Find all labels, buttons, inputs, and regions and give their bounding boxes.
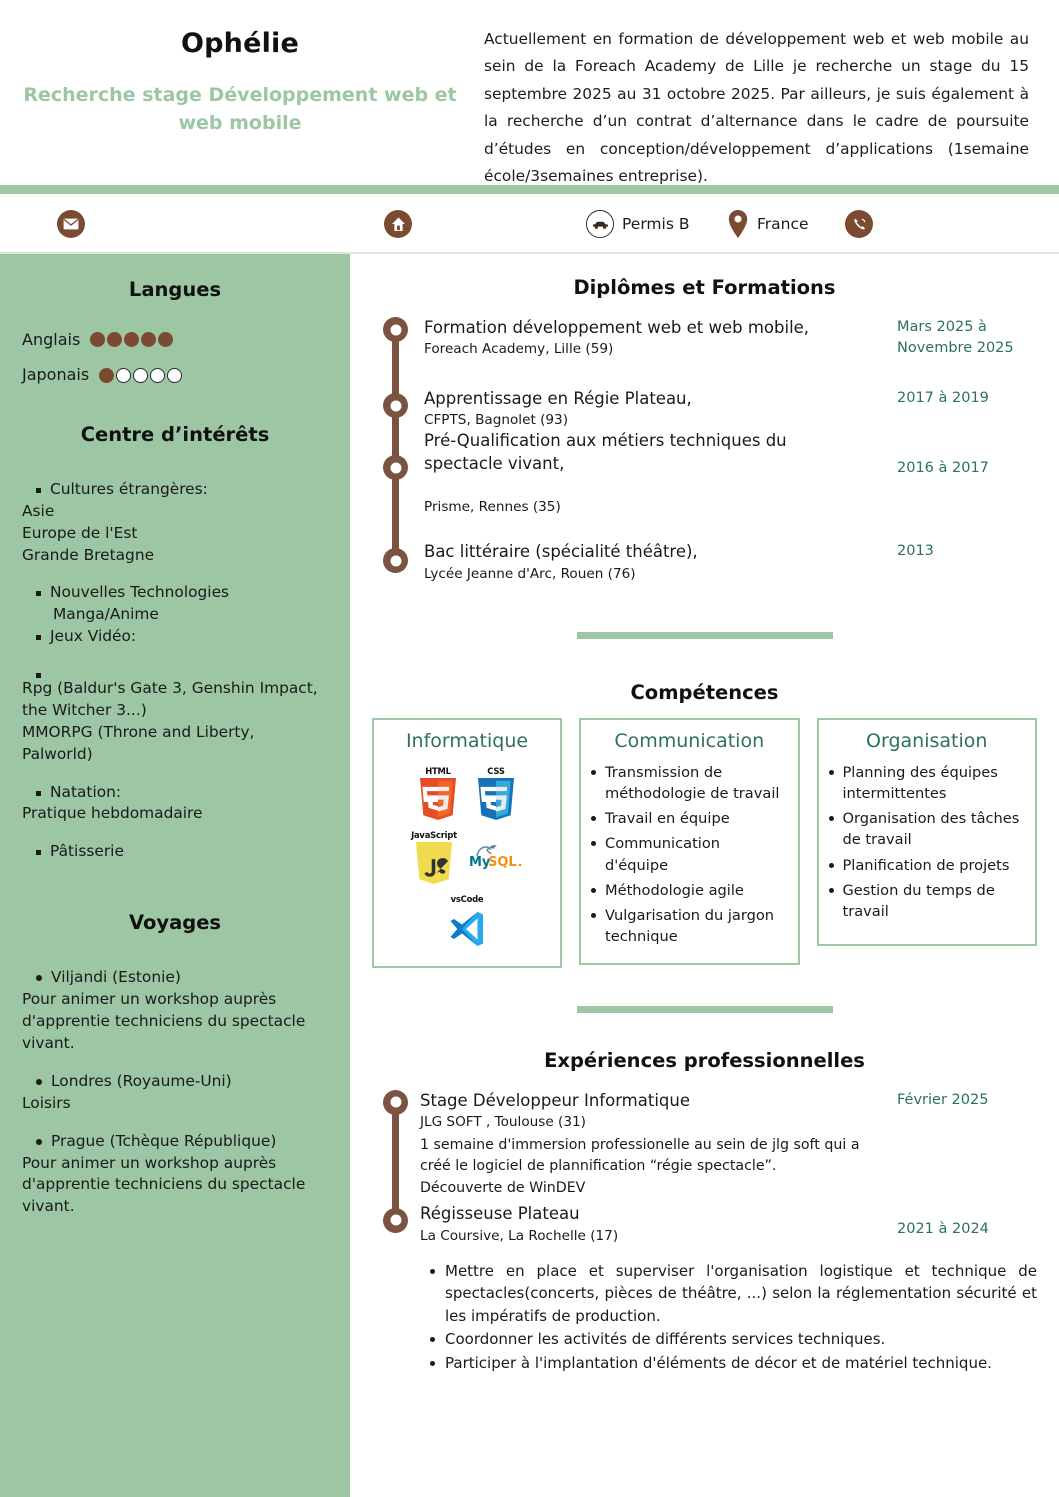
education-entry: [424, 317, 1037, 360]
travel-detail: Loisirs: [22, 1093, 71, 1112]
education-timeline: [372, 317, 1037, 584]
list-item: [430, 1260, 1037, 1328]
timeline-rail: [392, 329, 399, 573]
driving-licence-label: Permis B: [622, 215, 690, 233]
experience-date: Février 2025: [897, 1091, 989, 1108]
list-item: [22, 664, 328, 678]
car-icon: [586, 210, 614, 238]
list-item: [430, 1328, 1037, 1351]
experience-bullets: [430, 1260, 1037, 1375]
education-date: 2017 à 2019: [897, 389, 989, 406]
experience-bullet: Participer à l'implantation d'éléments de décor et de matériel technique.: [445, 1353, 992, 1372]
interest-detail: Rpg (Baldur's Gate 3, Genshin Impact, the Witcher 3...): [22, 679, 318, 719]
css3-logo: [471, 766, 521, 824]
contact-location: [727, 209, 809, 239]
education-title: Apprentissage en Régie Plateau,: [424, 388, 692, 408]
experience-date: 2021 à 2024: [897, 1221, 989, 1238]
list-item: [829, 880, 1026, 922]
competence-card-communication: [579, 718, 800, 965]
identity-block: [14, 14, 466, 185]
timeline-node: [383, 1208, 408, 1233]
competence-item: Communication d'équipe: [605, 835, 721, 874]
list-item: [591, 905, 788, 947]
list-item: [591, 808, 788, 829]
experience-title: Régisseuse Plateau: [420, 1204, 580, 1224]
competence-card-organisation: [817, 718, 1038, 946]
education-title: Formation développement web et web mobile,: [424, 318, 810, 337]
travel-item: [22, 1131, 328, 1219]
timeline-node: [383, 548, 408, 573]
sidebar: [0, 254, 350, 1497]
experience-title: Stage Développeur Informatique: [420, 1090, 691, 1110]
education-title: Pré-Qualification aux métiers techniques du spectacle vivant,: [424, 431, 787, 473]
competence-card-title: Informatique: [405, 729, 529, 752]
location-pin-icon: [727, 209, 749, 239]
html5-logo: [413, 766, 463, 824]
list-item: [22, 604, 328, 626]
education-entry: [424, 541, 1037, 584]
competence-item: Méthodologie agile: [605, 881, 744, 899]
list-item: [591, 762, 788, 804]
list-item: [22, 841, 328, 863]
competence-item: Gestion du temps de travail: [842, 881, 995, 920]
language-row: [22, 363, 328, 386]
timeline-rail: [392, 1102, 399, 1220]
css3-logo-caption: CSS: [487, 765, 505, 776]
contact-email[interactable]: [57, 210, 85, 238]
timeline-node: [383, 317, 408, 342]
vscode-logo-caption: vsCode: [450, 893, 484, 904]
education-date: 2013: [897, 543, 934, 560]
main-column: [350, 254, 1059, 1497]
section-divider: [577, 632, 833, 639]
interests-section: [22, 421, 328, 864]
list-item: [22, 1071, 328, 1093]
language-level-dots: [99, 368, 182, 383]
phone-icon: [845, 210, 873, 238]
education-institution: Prisme, Rennes (35): [424, 498, 561, 515]
html5-logo-caption: HTML: [425, 765, 451, 776]
competence-card-title: Communication: [614, 729, 765, 752]
experience-timeline: [372, 1090, 1037, 1246]
list-item: [591, 880, 788, 901]
list-item: [22, 967, 328, 989]
sidebar-section-title-interets: Centre d’intérêts: [80, 422, 270, 446]
section-divider: [577, 1006, 833, 1013]
education-institution: CFPTS, Bagnolet (93): [424, 411, 568, 428]
sidebar-section-title-langues: Langues: [128, 278, 222, 301]
travel-place: Prague (Tchèque République): [51, 1131, 277, 1150]
cv-body: [0, 254, 1059, 1497]
interest-detail: Pratique hebdomadaire: [22, 804, 203, 823]
interest-group: [22, 582, 328, 648]
interest-label: Jeux Vidéo:: [50, 627, 137, 646]
competences-cards: [372, 718, 1037, 968]
interest-detail: Europe de l'Est: [22, 523, 138, 542]
travel-item: [22, 1071, 328, 1115]
list-item: [829, 855, 1026, 876]
list-item: [22, 782, 328, 804]
competence-card-title: Organisation: [866, 729, 988, 752]
experience-entry: [420, 1203, 1037, 1246]
competence-list: [591, 762, 788, 947]
competence-item: Vulgarisation du jargon technique: [605, 906, 775, 945]
education-entry: [424, 430, 1037, 517]
language-level-dots: [90, 332, 173, 347]
travel-place: Londres (Royaume-Uni): [51, 1071, 232, 1090]
interest-group: [22, 664, 328, 766]
interest-group: [22, 479, 328, 567]
interest-label: Nouvelles Technologies: [50, 583, 230, 602]
travel-detail: Pour animer un workshop auprès d'apprentie techniciens du spectacle vivant.: [22, 990, 306, 1053]
contact-phone[interactable]: [845, 210, 873, 238]
education-date: 2016 à 2017: [897, 460, 989, 477]
education-entry: [424, 388, 1037, 431]
education-entries: [424, 317, 1037, 584]
interest-label: Pâtisserie: [50, 842, 124, 861]
list-item: [22, 479, 328, 501]
interest-label: Cultures étrangères:: [50, 479, 208, 498]
interest-group: [22, 841, 328, 863]
svg-text:SQL: SQL: [488, 854, 517, 870]
timeline-node: [383, 393, 408, 418]
timeline-node: [383, 455, 408, 480]
competence-list: [829, 762, 1026, 922]
svg-text:My: My: [469, 854, 491, 870]
experience-description: 1 semaine d'immersion professionelle au sein de jlg soft qui a créé le logiciel de plannification “régie spectacle”. Découverte de WinDEV: [420, 1136, 860, 1196]
competence-item: Planification de projets: [842, 856, 1010, 874]
education-title: Bac littéraire (spécialité théâtre),: [424, 542, 698, 562]
candidate-name: Ophélie: [180, 28, 300, 59]
vscode-logo: [442, 894, 492, 952]
list-item: [591, 833, 788, 875]
interest-label: Manga/Anime: [53, 605, 159, 624]
experience-company: La Coursive, La Rochelle (17): [420, 1227, 619, 1244]
education-institution: Lycée Jeanne d'Arc, Rouen (76): [424, 565, 636, 582]
location-label: France: [757, 215, 809, 233]
competence-item: Travail en équipe: [605, 810, 730, 828]
list-item: [829, 762, 1026, 804]
timeline-node: [383, 1090, 408, 1115]
mysql-logo: [467, 830, 525, 888]
language-name: Japonais: [22, 365, 90, 385]
contact-driving-licence: [586, 210, 689, 238]
list-item: [22, 626, 328, 648]
contact-home[interactable]: [384, 210, 412, 238]
list-item: [22, 582, 328, 604]
experience-company: JLG SOFT , Toulouse (31): [420, 1114, 586, 1131]
tech-logo-grid: [384, 762, 550, 954]
section-title-experience: Expériences professionnelles: [544, 1048, 865, 1072]
home-icon: [384, 210, 412, 238]
experience-bullet: Coordonner les activités de différents services techniques.: [445, 1330, 886, 1349]
competence-item: Organisation des tâches de travail: [842, 810, 1020, 849]
experience-entry: [420, 1090, 1037, 1199]
competence-card-informatique: [372, 718, 562, 968]
profile-summary: Actuellement en formation de développement web et web mobile au sein de la Foreach Academy de Lille je recherche un stage du 15 septembre 2025 au 31 octobre 2025. Par ailleurs, je suis également à la recherche d’un contrat d’alternance dans le cadre de poursuite d’études en conception/développement d’applications (1semaine école/3semaines entreprise).: [484, 30, 1029, 186]
interest-detail: MMORPG (Throne and Liberty, Palworld): [22, 722, 255, 763]
language-row: [22, 328, 328, 351]
candidate-tagline: Recherche stage Développement web et web mobile: [23, 84, 457, 134]
competence-item: Transmission de méthodologie de travail: [605, 763, 780, 803]
interest-group: [22, 782, 328, 826]
language-name: Anglais: [22, 330, 81, 350]
contact-bar: [0, 194, 1059, 254]
travel-detail: Pour animer un workshop auprès d'apprentie techniciens du spectacle vivant.: [22, 1153, 306, 1216]
education-institution: Foreach Academy, Lille (59): [424, 341, 614, 358]
javascript-logo: [409, 830, 459, 888]
experience-bullet: Mettre en place et superviser l'organisation logistique et technique de spectacles(concerts, pièces de théâtre, ...) selon la réglementation sécurité et les impératifs de production.: [445, 1261, 1037, 1325]
travel-place: Viljandi (Estonie): [51, 968, 181, 987]
experience-entries: [420, 1090, 1037, 1246]
competence-item: Planning des équipes intermittentes: [842, 763, 998, 803]
javascript-logo-caption: JavaScript: [411, 829, 457, 840]
interest-detail: Grande Bretagne: [22, 545, 155, 564]
education-date: Mars 2025 à Novembre 2025: [897, 319, 1014, 356]
list-item: [829, 808, 1026, 850]
email-icon: [57, 210, 85, 238]
travels-section: [22, 909, 328, 1218]
list-item: [430, 1352, 1037, 1375]
list-item: [22, 1131, 328, 1153]
section-title-competences: Compétences: [630, 680, 779, 704]
cv-header: [0, 0, 1059, 185]
interest-label: Natation:: [50, 782, 122, 801]
travel-item: [22, 967, 328, 1055]
interest-detail: Asie: [22, 501, 55, 520]
section-title-education: Diplômes et Formations: [573, 276, 836, 299]
languages-list: [22, 328, 328, 386]
sidebar-section-title-voyages: Voyages: [128, 911, 222, 935]
